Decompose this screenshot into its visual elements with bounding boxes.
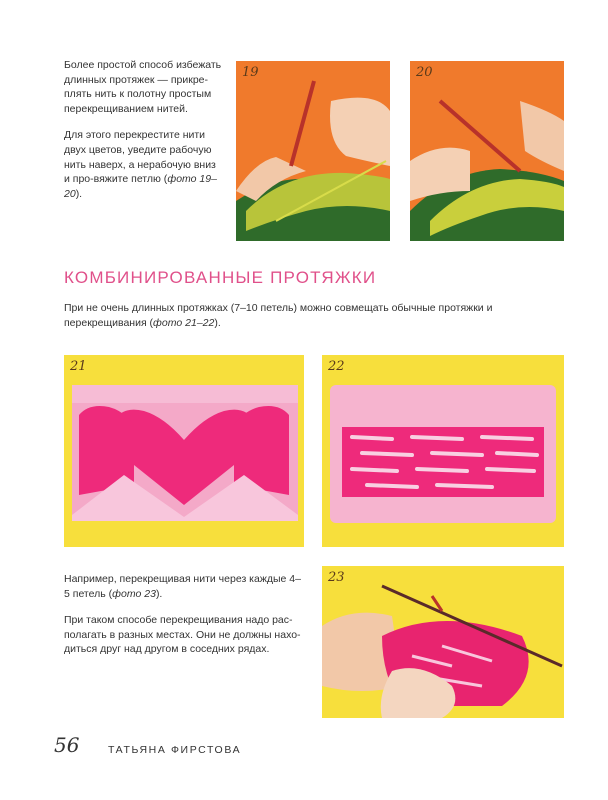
section-paragraph-end: ).: [214, 316, 221, 329]
example-paragraph-1-text: Например, перекрещивая нити через каждые 4–5 петель (: [64, 573, 301, 600]
photo-21-image: [64, 355, 304, 547]
intro-paragraph-2-text: Для этого перекрестите нити двух цветов, уведите рабочую нить наверх, а нерабочую вниз и про-вяжите петлю (: [64, 129, 216, 186]
photo-23: [322, 566, 564, 718]
example-paragraph-1: [64, 572, 304, 601]
intro-paragraph-2: [64, 128, 222, 201]
intro-paragraph-2-end: ).: [75, 187, 83, 200]
photo-number-22: 22: [328, 359, 345, 374]
photo-number-20: 20: [416, 65, 433, 80]
photo-20-image: [410, 61, 564, 241]
photo-19-image: [236, 61, 390, 241]
photo-19: [236, 61, 390, 241]
section-paragraph: [64, 301, 564, 330]
photo-20: [410, 61, 564, 241]
photo-21: [64, 355, 304, 547]
section-title: КОМБИНИРОВАННЫЕ ПРОТЯЖКИ: [64, 268, 377, 287]
photo-reference-23: фото 23: [112, 587, 156, 600]
author-name: ТАТЬЯНА ФИРСТОВА: [108, 744, 242, 756]
example-paragraph-2: При таком способе перекрещивания надо рас-полагать в разных местах. Они не должны нахо-диться друг над другом в соседних рядах.: [64, 614, 301, 656]
photo-reference-19-20: фото 19–20: [64, 173, 217, 200]
photo-number-21: 21: [70, 359, 87, 374]
intro-text: [64, 58, 222, 201]
photo-23-image: [322, 566, 564, 718]
intro-paragraph-1: Более простой способ избежать длинных протяжек — прикре-плять нить к полотну простым перекрещиванием нитей.: [64, 59, 222, 115]
example-text: [64, 572, 304, 657]
photo-number-19: 19: [242, 65, 259, 80]
page-number: 56: [54, 733, 80, 757]
section-paragraph-text: При не очень длинных протяжках (7–10 петель) можно совмещать обычные протяжки и перекрещивания (: [64, 302, 493, 329]
photo-22: [322, 355, 564, 547]
photo-22-image: [322, 355, 564, 547]
example-paragraph-1-end: ).: [155, 587, 163, 600]
photo-number-23: 23: [328, 570, 345, 585]
photo-reference-21-22: фото 21–22: [153, 316, 215, 329]
